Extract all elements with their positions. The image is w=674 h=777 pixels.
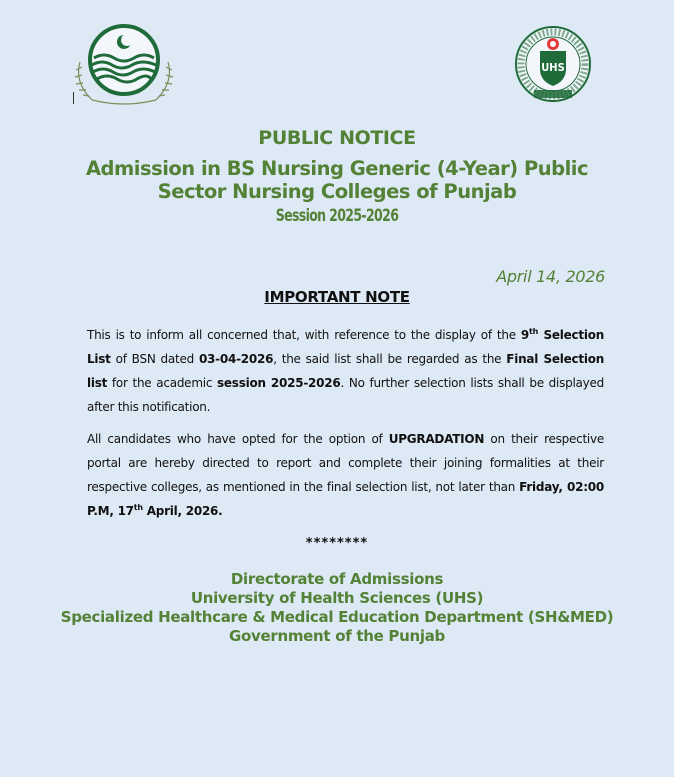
paragraph-upgradation [87,427,604,523]
p2-text-2: on their respective portal are hereby directed to report and complete their joining formalities at their respective colleges, as mentioned in the final selection list, not later than [87,432,604,494]
subtitle-line-1: Admission in BS Nursing Generic (4-Year) Public [85,157,589,180]
public-notice-title: PUBLIC NOTICE [258,127,416,149]
p1-text-1: This is to inform all concerned that, with reference to the display of the [87,328,521,342]
p2-superscript: th [133,503,143,512]
separator: ******** [305,536,369,551]
notice-date: April 14, 2026 [496,267,605,286]
issuer-line-4: Government of the Punjab [229,627,445,645]
issuer-block [0,570,674,646]
p1-superscript: th [529,327,539,336]
punjab-government-logo [70,22,178,106]
p1-text-2: of BSN dated [110,352,199,366]
p2-bold-deadline: Friday, 02:00 P.M, 17 [87,480,604,518]
p1-bold-final-list: Final Selection list [87,352,604,390]
notice-subtitle [0,157,674,203]
text-cursor [73,92,74,104]
issuer-line-1: Directorate of Admissions [230,570,444,588]
p2-bold-deadline-date: April, 2026. [142,504,223,518]
important-note-heading: IMPORTANT NOTE [264,288,410,306]
issuer-line-3: Specialized Healthcare & Medical Education Department (SH&MED) [60,608,614,626]
uhs-logo [510,24,596,104]
paragraph-selection-list [87,323,604,419]
p1-bold-selection-list: Selection List [87,328,604,366]
issuer-line-2: University of Health Sciences (UHS) [190,589,484,607]
p1-bold-date: 03-04-2026 [198,352,274,366]
p1-text-3: , the said list shall be regarded as the [273,352,507,366]
svg-text:UHS: UHS [541,61,565,74]
punjab-emblem-icon [70,22,178,106]
session-label: Session 2025-2026 [275,206,399,226]
p1-text-4: for the academic [107,376,218,390]
subtitle-line-2: Sector Nursing Colleges of Punjab [157,180,517,203]
p2-text-1: All candidates who have opted for the option of [87,432,389,446]
uhs-emblem-icon [510,24,596,104]
p1-bold-ordinal: 9 [520,328,530,342]
p1-text-5: . No further selection lists shall be displayed after this notification. [87,376,605,414]
p1-bold-session: session 2025-2026 [217,376,341,390]
p2-bold-upgradation: UPGRADATION [388,432,485,446]
